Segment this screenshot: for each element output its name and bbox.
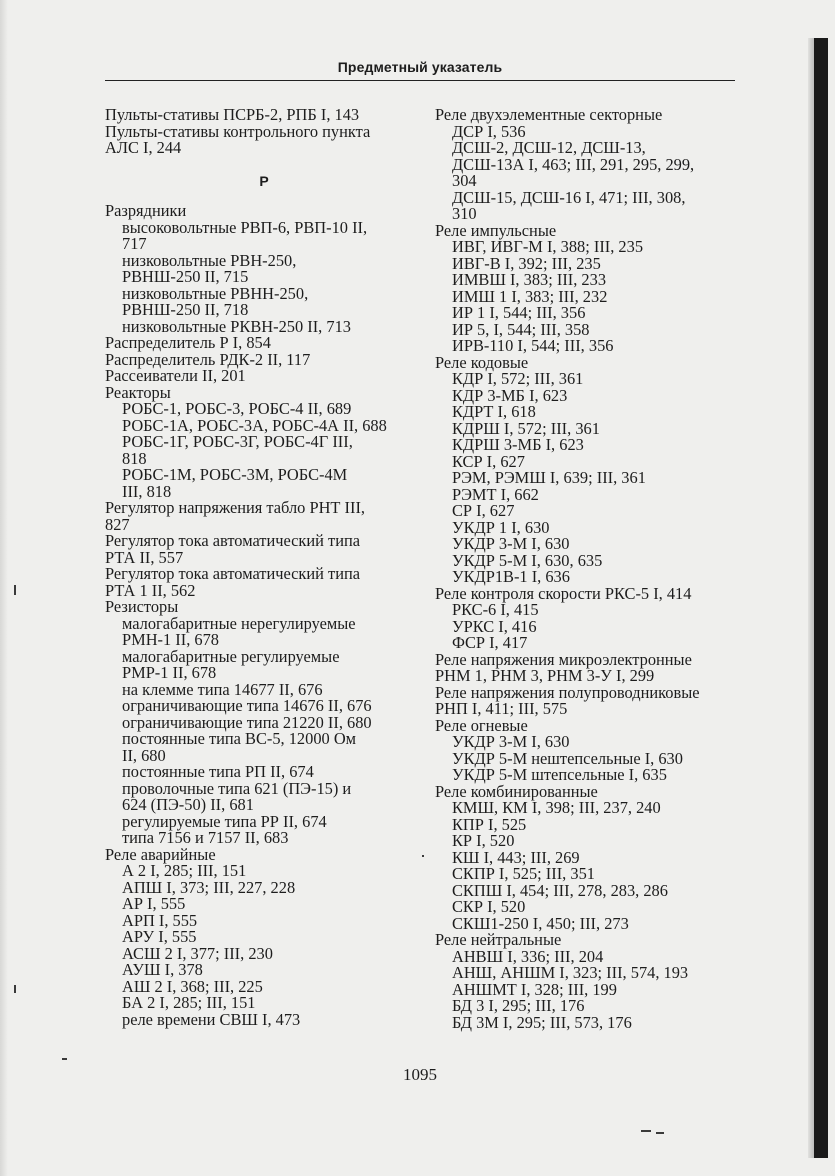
index-subentry: ограничивающие типа 14676 II, 676 [122,696,372,715]
index-subentry: СКШ1-250 I, 450; III, 273 [452,913,629,933]
index-entry: Реле двухэлементные секторные [435,105,663,124]
index-entry: Резисторы [105,597,179,616]
index-subentry: ДСШ-13А I, 463; III, 291, 295, 299, [452,154,695,174]
scan-speck [422,855,424,857]
index-subentry: РМР-1 II, 678 [122,663,217,682]
index-column-right [435,107,735,1031]
index-subentry: РЭМТ I, 662 [452,484,539,504]
index-subentry: РОБС-1, РОБС-3, РОБС-4 II, 689 [122,399,352,418]
index-subentry: УКДР 5-М нештепсельные I, 630 [452,748,683,768]
index-subentry: РМН-1 II, 678 [122,630,219,649]
index-entry: Регулятор тока автоматический типа [105,531,361,550]
index-entry: Реле аварийные [105,844,216,864]
index-entry: 827 [105,514,130,534]
index-subentry: СКР I, 520 [452,897,526,916]
index-subentry: типа 7156 и 7157 II, 683 [122,828,289,847]
index-subentry: ИРВ-110 I, 544; III, 356 [452,336,614,355]
index-subentry: на клемме типа 14677 II, 676 [122,679,323,699]
index-subentry: РОБС-1Г, РОБС-3Г, РОБС-4Г III, [122,432,353,451]
index-entry: Распределитель РДК-2 II, 117 [105,349,311,369]
index-subentry: АРП I, 555 [122,910,198,930]
index-subentry: низковольтные РКВН-250 II, 713 [122,316,351,336]
index-subentry: РВНШ-250 II, 718 [122,300,249,319]
index-entry: Распределитель Р I, 854 [105,333,271,352]
index-entry: Реле импульсные [435,220,557,240]
scan-binding-bar [814,38,828,1158]
index-entry: Регулятор напряжения табло РНТ III, [105,498,366,517]
index-subentry: КПР I, 525 [452,814,527,834]
index-entry: Реакторы [105,382,171,402]
index-subentry: ФСР I, 417 [452,633,528,652]
index-subentry: 624 (ПЭ-50) II, 681 [122,795,254,814]
index-subentry: низковольтные РВНН-250, [122,283,309,303]
section-letter: Р [259,172,269,189]
index-entry: РТА 1 II, 562 [105,580,196,600]
index-subentry: РОБС-1А, РОБС-3А, РОБС-4А II, 688 [122,415,387,435]
index-subentry: УРКС I, 416 [452,616,537,636]
index-subentry: 818 [122,448,147,468]
index-subentry: РЭМ, РЭМШ I, 639; III, 361 [452,468,646,487]
scan-speck [14,985,16,993]
index-entry: Пульты-стативы ПСРБ-2, РПБ I, 143 [105,105,360,124]
index-subentry: АНВШ I, 336; III, 204 [452,946,604,966]
index-entry: РНМ 1, РНМ 3, РНМ 3-У I, 299 [435,666,655,685]
index-entry: Реле нейтральные [435,930,562,949]
index-subentry: КСР I, 627 [452,451,525,471]
index-subentry: РВНШ-250 II, 715 [122,267,249,286]
index-entry: Пульты-стативы контрольного пункта [105,121,371,141]
index-subentry: АНШМТ I, 328; III, 199 [452,979,617,999]
scan-speck [641,1130,651,1132]
index-entry: Рассеиватели II, 201 [105,366,246,385]
index-subentry: УКДР1В-1 I, 636 [452,567,570,586]
scan-speck [656,1132,664,1134]
index-subentry: УКДР 5-М I, 630, 635 [452,550,603,570]
index-subentry: СКПШ I, 454; III, 278, 283, 286 [452,880,668,900]
index-subentry: УКДР 3-М I, 630 [452,732,570,751]
index-subentry: КДРТ I, 618 [452,402,536,421]
index-entry: Реле напряжения полупроводниковые [435,682,700,702]
index-subentry: высоковольтные РВП-6, РВП-10 II, [122,217,368,237]
index-subentry: ДСШ-15, ДСШ-16 I, 471; III, 308, [452,187,686,207]
page-number: 1095 [403,1065,437,1084]
index-subentry: ИМШ 1 I, 383; III, 232 [452,286,608,306]
scan-edge-shadow [0,0,8,1176]
index-entry: Реле контроля скорости РКС-5 I, 414 [435,583,692,603]
index-subentry: УКДР 1 I, 630 [452,517,550,537]
index-subentry: РОБС-1М, РОБС-3М, РОБС-4М [122,465,348,484]
index-subentry: АНШ, АНШМ I, 323; III, 574, 193 [452,963,689,982]
index-subentry: 717 [122,234,147,253]
index-subentry: АСШ 2 I, 377; III, 230 [122,943,273,963]
index-subentry: БД 3М I, 295; III, 573, 176 [452,1012,632,1032]
index-subentry: 304 [452,171,477,190]
index-entry: АЛС I, 244 [105,138,182,157]
index-subentry: АР I, 555 [122,894,186,913]
index-subentry: КШ I, 443; III, 269 [452,847,580,867]
index-subentry: ИМВШ I, 383; III, 233 [452,270,607,289]
index-subentry: ДСР I, 536 [452,121,526,141]
index-subentry: ИВГ-В I, 392; III, 235 [452,253,601,273]
index-subentry: А 2 I, 285; III, 151 [122,861,247,880]
index-subentry: реле времени СВШ I, 473 [122,1009,301,1029]
index-subentry: III, 818 [122,481,172,501]
scan-speck [62,1058,67,1060]
index-subentry: постоянные типа ВС-5, 12000 Ом [122,729,357,748]
index-subentry: АРУ I, 555 [122,927,197,946]
index-subentry: ИР 1 I, 544; III, 356 [452,303,586,322]
index-subentry: РКС-6 I, 415 [452,600,539,619]
index-subentry: постоянные типа РП II, 674 [122,762,314,781]
index-subentry: II, 680 [122,745,166,765]
scan-speck [14,585,16,595]
index-entry: Регулятор тока автоматический типа [105,564,361,583]
index-entry: Разрядники [105,201,187,220]
index-subentry: проволочные типа 621 (ПЭ-15) и [122,778,352,798]
index-entry: Реле напряжения микроэлектронные [435,649,692,669]
header-rule [105,80,735,81]
index-subentry: КР I, 520 [452,831,515,850]
index-subentry: КДРШ 3-МБ I, 623 [452,435,584,454]
index-entry: Реле кодовые [435,352,529,372]
index-subentry: АШ 2 I, 368; III, 225 [122,976,263,996]
index-subentry: ДСШ-2, ДСШ-12, ДСШ-13, [452,138,646,157]
index-subentry: ИР 5, I, 544; III, 358 [452,319,590,339]
index-subentry: БА 2 I, 285; III, 151 [122,993,256,1012]
index-subentry: КДР 3-МБ I, 623 [452,385,568,405]
index-subentry: малогабаритные регулируемые [122,646,340,666]
index-subentry: АПШ I, 373; III, 227, 228 [122,877,296,897]
index-entry: РНП I, 411; III, 575 [435,699,568,718]
index-subentry: УКДР 5-М штепсельные I, 635 [452,765,667,784]
index-subentry: УКДР 3-М I, 630 [452,534,570,553]
index-subentry: ограничивающие типа 21220 II, 680 [122,712,372,732]
index-subentry: малогабаритные нерегулируемые [122,613,356,633]
running-header: Предметный указатель [337,59,503,75]
index-subentry: 310 [452,204,477,223]
index-entry: Реле комбинированные [435,781,598,801]
index-subentry: ИВГ, ИВГ-М I, 388; III, 235 [452,237,644,256]
index-column-left [105,107,423,1028]
index-subentry: БД 3 I, 295; III, 176 [452,996,585,1015]
index-subentry: АУШ I, 378 [122,960,203,979]
index-subentry: КДР I, 572; III, 361 [452,369,584,388]
index-entry: РТА II, 557 [105,547,184,567]
index-subentry: КМШ, КМ I, 398; III, 237, 240 [452,798,661,817]
index-subentry: КДРШ I, 572; III, 361 [452,418,600,438]
index-subentry: регулируемые типа РР II, 674 [122,811,327,831]
index-subentry: низковольтные РВН-250, [122,250,297,270]
index-subentry: СР I, 627 [452,501,515,520]
index-entry: Реле огневые [435,715,528,735]
index-subentry: СКПР I, 525; III, 351 [452,864,595,883]
